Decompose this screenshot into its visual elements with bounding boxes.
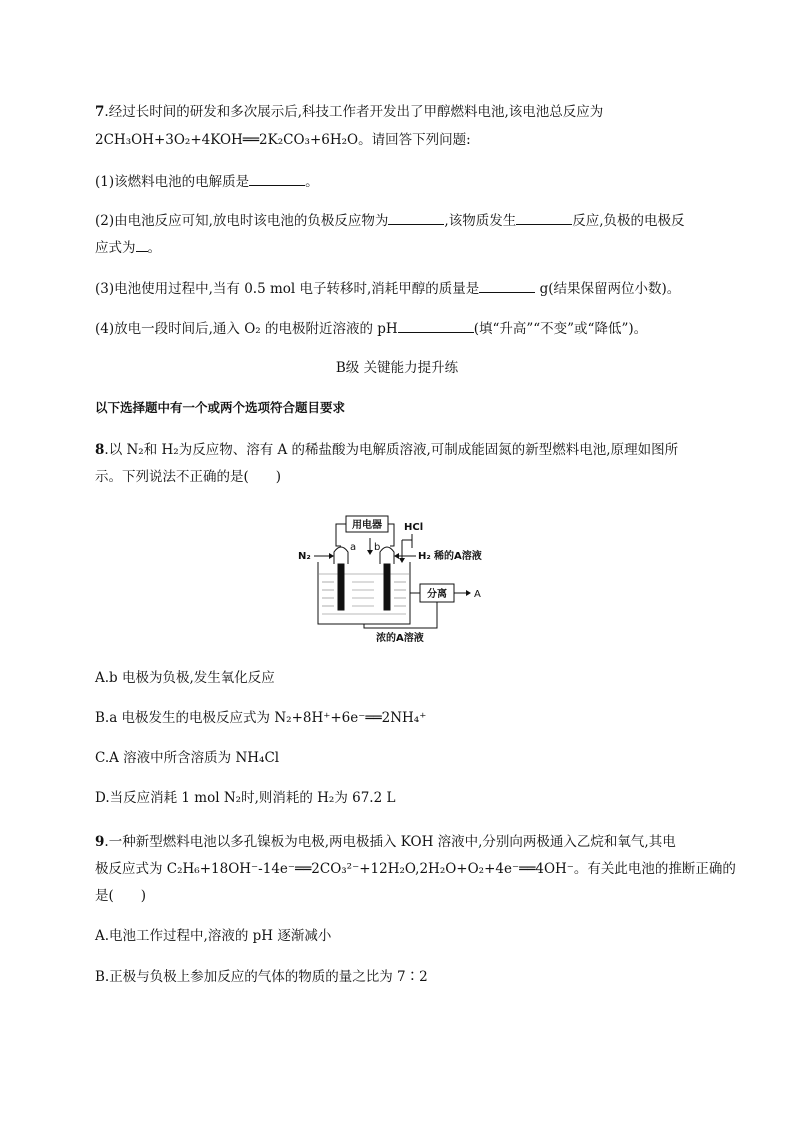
q7-part2-text-c: 反应,负极的电极反 [572, 213, 685, 229]
device-label: 用电器 [352, 520, 382, 531]
q8-line2: 示。下列说法不正确的是( ) [95, 469, 282, 485]
q7-part4-text-a: (4)放电一段时间后,通入 O₂ 的电极附近溶液的 pH [95, 321, 398, 337]
label-hcl: HCl [404, 522, 424, 533]
q7-part3 [95, 278, 680, 299]
fuel-cell-diagram [298, 512, 498, 644]
q7-equation: 2CH₃OH+3O₂+4KOH══2K₂CO₃+6H₂O。请回答下列问题: [95, 132, 471, 148]
q7-blank6[interactable] [398, 318, 474, 333]
q9-line1 [95, 832, 676, 852]
q7-part1 [95, 171, 319, 192]
label-conc: 浓的A溶液 [376, 633, 424, 644]
q7-blank1[interactable] [249, 171, 305, 186]
q7-part4-text-b: (填“升高”“不变”或“降低”)。 [473, 321, 648, 337]
q8-option-d[interactable]: D.当反应消耗 1 mol N₂时,则消耗的 H₂为 67.2 L [95, 790, 396, 806]
q7-part4 [95, 318, 647, 339]
q8-option-a[interactable]: A.b 电极为负极,发生氧化反应 [95, 670, 275, 686]
q8-stem: .以 N₂和 H₂为反应物、溶有 A 的稀盐酸为电解质溶液,可制成能固氮的新型燃料电池,原理如图所 [104, 442, 679, 458]
q7-part2 [95, 210, 685, 231]
q7-blank5[interactable] [479, 278, 535, 293]
q7-part3-text-a: (3)电池使用过程中,当有 0.5 mol 电子转移时,消耗甲醇的质量是 [95, 281, 480, 297]
q9-line3: 是( ) [95, 888, 147, 904]
q9-line2: 极反应式为 C₂H₆+18OH⁻-14e⁻══2CO₃²⁻+12H₂O,2H₂O+O₂+4e⁻══4OH⁻。有关此电池的推断正确的 [95, 861, 736, 877]
label-dilute: 稀的A溶液 [434, 551, 482, 562]
q7-line1 [95, 102, 603, 122]
q8-number: 8 [95, 442, 105, 458]
q7-part2-end: 。 [147, 240, 161, 256]
label-a: a [350, 542, 357, 553]
q7-part1-text: (1)该燃料电池的电解质是 [95, 174, 250, 190]
wire-right [388, 524, 394, 546]
label-h2: H₂ [418, 551, 431, 562]
q7-number: 7 [95, 104, 105, 120]
q8-line1 [95, 440, 678, 460]
label-n2: N₂ [298, 551, 311, 562]
wire-left [336, 524, 346, 546]
electrode-b-cap [380, 547, 394, 564]
q8-option-c[interactable]: C.A 溶液中所含溶质为 NH₄Cl [95, 750, 280, 766]
q9-option-a[interactable]: A.电池工作过程中,溶液的 pH 逐渐减小 [95, 928, 332, 944]
electrode-b [384, 564, 390, 610]
q7-blank3[interactable] [516, 210, 572, 225]
label-b: b [374, 542, 381, 553]
q7-part1-end: 。 [305, 174, 319, 190]
q7-blank4[interactable] [136, 237, 148, 252]
q7-part2-text-d: 应式为 [95, 240, 136, 256]
section-instruction: 以下选择题中有一个或两个选项符合题目要求 [95, 400, 346, 415]
label-product: A [474, 589, 481, 600]
q8-option-b[interactable]: B.a 电极发生的电极反应式为 N₂+8H⁺+6e⁻══2NH₄⁺ [95, 710, 427, 726]
arrow-head-b [367, 550, 373, 555]
q7-part2-text-b: ,该物质发生 [444, 213, 517, 229]
q7-part2-text-a: (2)由电池反应可知,放电时该电池的负极反应物为 [95, 213, 389, 229]
q9-option-b[interactable]: B.正极与负极上参加反应的气体的物质的量之比为 7∶2 [95, 969, 428, 985]
electrode-a-cap [334, 547, 348, 564]
q7-blank2[interactable] [388, 210, 444, 225]
q7-part3-text-b: g(结果保留两位小数)。 [535, 281, 681, 297]
q7-stem: .经过长时间的研发和多次展示后,科技工作者开发出了甲醇燃料电池,该电池总反应为 [104, 104, 604, 120]
q9-stem: .一种新型燃料电池以多孔镍板为电极,两电极插入 KOH 溶液中,分别向两极通入乙烷和氧气,其电 [104, 834, 676, 850]
label-separate: 分离 [427, 589, 447, 600]
q7-part2-cont [95, 237, 161, 258]
q9-number: 9 [95, 834, 105, 850]
section-title: B级 关键能力提升练 [335, 360, 459, 376]
electrode-a [338, 564, 344, 610]
